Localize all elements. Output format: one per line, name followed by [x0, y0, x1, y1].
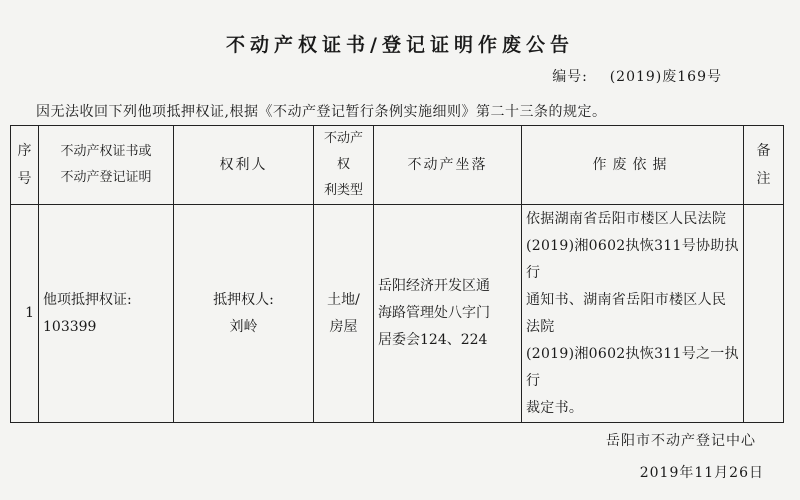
cell-cert-line1: 他项抵押权证:	[43, 291, 132, 308]
header-remark	[744, 126, 784, 205]
cell-basis-line1: 依据湖南省岳阳市楼区人民法院	[526, 210, 727, 227]
header-rtype-line2: 利类型	[323, 183, 363, 198]
header-certificate	[39, 126, 174, 205]
cell-rtype-line1: 土地/	[327, 291, 360, 308]
issuing-agency: 岳阳市不动产登记中心	[606, 433, 756, 449]
header-seq-line1: 序	[17, 143, 32, 159]
header-location: 不动产坐落	[374, 126, 522, 205]
cell-location-line3: 居委会124、224	[378, 332, 488, 348]
doc-no-label: 编号:	[552, 69, 588, 85]
cell-basis-line4: (2019)湘0602执恢311号之一执行	[526, 345, 739, 389]
header-remark-line1: 备	[756, 143, 771, 159]
cell-basis-line3: 通知书、湖南省岳阳市楼区人民法院	[526, 291, 727, 335]
document-number	[552, 66, 722, 86]
header-rights-holder: 权利人	[174, 126, 314, 205]
notice-table	[10, 125, 784, 423]
cell-basis	[522, 205, 744, 423]
header-seq-line2: 号	[17, 171, 32, 187]
header-remark-line2: 注	[756, 171, 771, 187]
header-rtype-line1: 不动产权	[323, 131, 363, 172]
cell-seq: 1	[11, 205, 39, 423]
header-seq	[11, 126, 39, 205]
doc-no-value: (2019)废169号	[609, 69, 722, 85]
cell-rights-holder	[174, 205, 314, 423]
cell-basis-line5: 裁定书。	[526, 399, 584, 416]
cell-holder-line1: 抵押权人:	[213, 291, 274, 308]
notice-title: 不动产权证书/登记证明作废公告	[226, 34, 574, 56]
cell-basis-line2: (2019)湘0602执恢311号协助执行	[526, 237, 739, 281]
cell-remark	[744, 205, 784, 423]
cell-location	[374, 205, 522, 423]
header-cert-line1: 不动产权证书或	[60, 144, 152, 159]
cell-cert-line2: 103399	[43, 318, 97, 335]
cell-certificate	[39, 205, 174, 423]
cell-rights-type	[314, 205, 374, 423]
header-basis: 作废依据	[522, 126, 744, 205]
cell-rtype-line2: 房屋	[329, 318, 358, 335]
intro-paragraph: 因无法收回下列他项抵押权证,根据《不动产登记暂行条例实施细则》第二十三条的规定。	[36, 104, 607, 120]
header-rights-type	[314, 126, 374, 205]
issue-date: 2019年11月26日	[639, 465, 764, 481]
table-header-row	[11, 126, 784, 205]
table-row	[11, 205, 784, 423]
cell-location-line2: 海路管理处八字门	[378, 305, 490, 321]
cell-location-line1: 岳阳经济开发区通	[378, 278, 490, 294]
cell-holder-line2: 刘岭	[229, 318, 258, 335]
header-cert-line2: 不动产登记证明	[60, 170, 152, 185]
